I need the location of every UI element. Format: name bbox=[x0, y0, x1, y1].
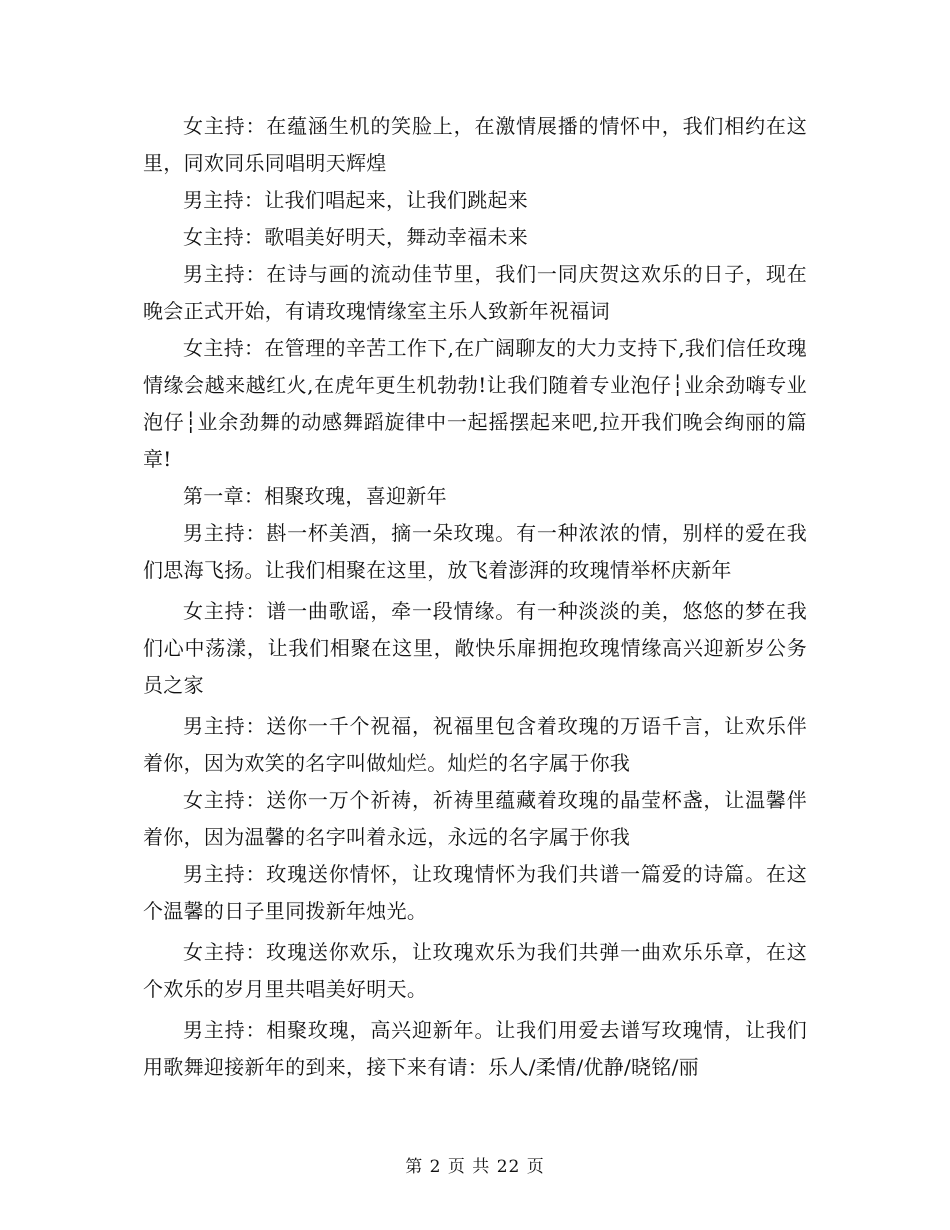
document-body bbox=[143, 108, 807, 1086]
paragraph-4: 男主持：在诗与画的流动佳节里，我们一同庆贺这欢乐的日子，现在晚会正式开始，有请玫瑰情缘室主乐人致新年祝福词 bbox=[143, 262, 807, 323]
paragraph-13: 男主持：相聚玫瑰，高兴迎新年。让我们用爱去谱写玫瑰情，让我们用歌舞迎接新年的到来，接下来有请：乐人/柔情/优静/晓铭/丽 bbox=[143, 1018, 807, 1079]
paragraph-9: 男主持：送你一千个祝福，祝福里包含着玫瑰的万语千言，让欢乐伴着你，因为欢笑的名字叫做灿烂。灿烂的名字属于你我 bbox=[143, 714, 807, 775]
paragraph-2: 男主持：让我们唱起来，让我们跳起来 bbox=[183, 188, 529, 212]
paragraph-5: 女主持：在管理的辛苦工作下,在广阔聊友的大力支持下,我们信任玫瑰情缘会越来越红火,在虎年更生机勃勃!让我们随着专业泡仔┆业余劲嗨专业泡仔┆业余劲舞的动感舞蹈旋律中一起摇摆起来吧,拉开我们晚会绚丽的篇章! bbox=[143, 336, 807, 471]
paragraph-11: 男主持：玫瑰送你情怀，让玫瑰情怀为我们共谱一篇爱的诗篇。在这个温馨的日子里同拨新年烛光。 bbox=[143, 862, 807, 923]
paragraph-12: 女主持：玫瑰送你欢乐，让玫瑰欢乐为我们共弹一曲欢乐乐章，在这个欢乐的岁月里共唱美好明天。 bbox=[143, 940, 807, 1001]
paragraph-7: 男主持：斟一杯美酒，摘一朵玫瑰。有一种浓浓的情，别样的爱在我们思海飞扬。让我们相聚在这里，放飞着澎湃的玫瑰情举杯庆新年 bbox=[143, 521, 807, 582]
paragraph-8: 女主持：谱一曲歌谣，牵一段情缘。有一种淡淡的美，悠悠的梦在我们心中荡漾，让我们相聚在这里，敞快乐扉拥抱玫瑰情缘高兴迎新岁公务员之家 bbox=[143, 599, 807, 697]
paragraph-1: 女主持：在蕴涵生机的笑脸上，在激情展播的情怀中，我们相约在这里，同欢同乐同唱明天辉煌 bbox=[143, 114, 807, 175]
chapter-heading: 第一章：相聚玫瑰，喜迎新年 bbox=[183, 484, 447, 508]
paragraph-3: 女主持：歌唱美好明天，舞动幸福未来 bbox=[183, 225, 529, 249]
page-footer: 第 2 页 共 22 页 bbox=[405, 1157, 545, 1177]
paragraph-10: 女主持：送你一万个祈祷，祈祷里蕴藏着玫瑰的晶莹杯盏，让温馨伴着你，因为温馨的名字叫着永远，永远的名字属于你我 bbox=[143, 788, 807, 849]
